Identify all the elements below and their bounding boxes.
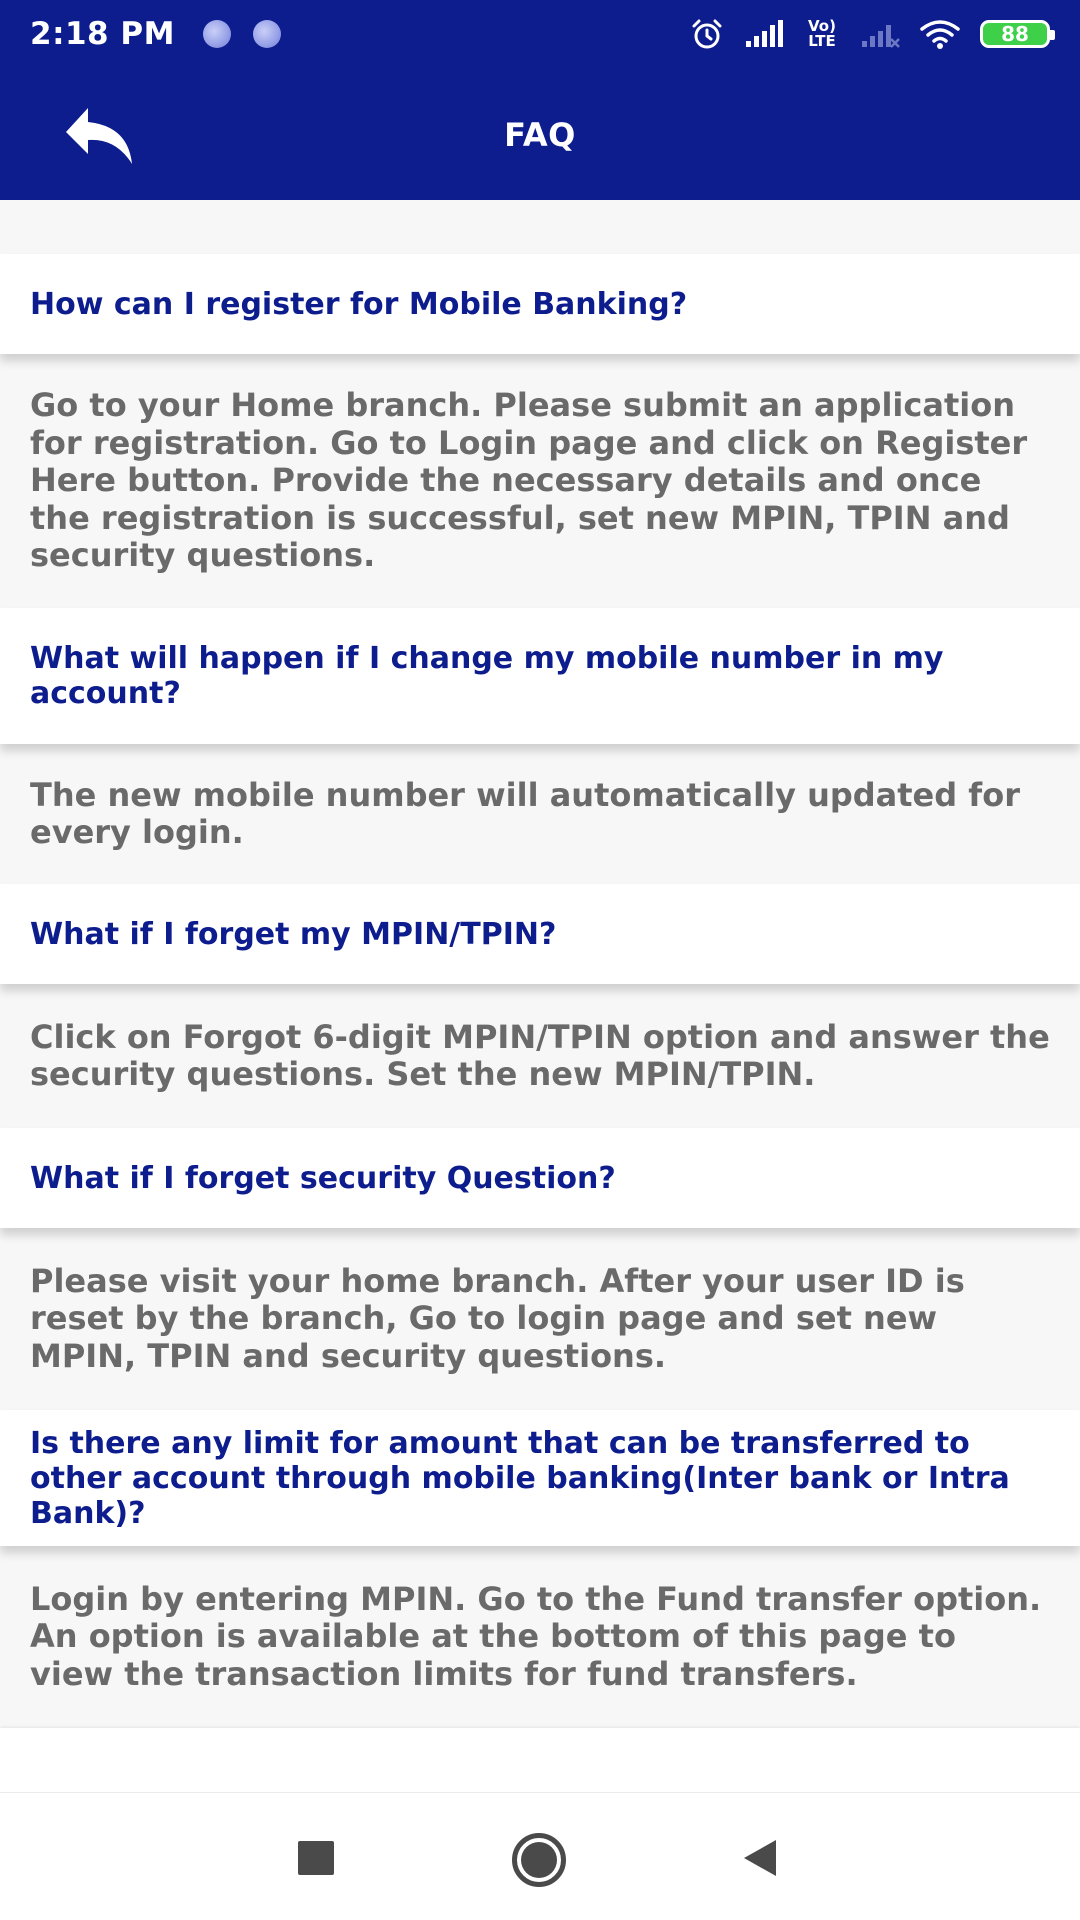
battery-level: 88 xyxy=(1001,22,1029,46)
notification-dot-icon xyxy=(253,20,281,48)
app-bar xyxy=(0,68,1080,200)
navigation-bar xyxy=(0,1792,1080,1920)
faq-question[interactable]: What if I forget my MPIN/TPIN? xyxy=(0,884,1080,984)
signal-icon xyxy=(744,19,784,49)
faq-answer: Please visit your home branch. After your user ID is reset by the branch, Go to login page and set new MPIN, TPIN and security questions. xyxy=(30,1261,965,1375)
signal-weak-icon xyxy=(860,19,900,49)
faq-question[interactable]: How can I register for Mobile Banking? xyxy=(0,254,1080,354)
page-title: FAQ xyxy=(504,116,576,154)
home-icon[interactable] xyxy=(512,1833,566,1887)
list-top-spacer xyxy=(0,200,1080,254)
alarm-icon xyxy=(690,17,724,51)
battery-icon xyxy=(980,20,1050,48)
faq-answer: Go to your Home branch. Please submit an application for registration. Go to Login page and click on Register Here button. Provide the necessary details and once the registration is successful, set new MPIN, TPIN and security questions. xyxy=(30,386,1028,575)
status-time: 2:18 PM xyxy=(30,16,175,52)
faq-question[interactable]: What if I forget security Question? xyxy=(0,1128,1080,1228)
faq-answer: Login by entering MPIN. Go to the Fund transfer option. An option is available at the bottom of this page to view the transaction limits for fund transfers. xyxy=(30,1579,1042,1693)
faq-question[interactable]: Is there any limit for amount that can be transferred to other account through mobile banking(Inter bank or Intra Bank)? xyxy=(0,1410,1080,1546)
lte-icon: Vo) LTE xyxy=(808,17,836,50)
status-bar xyxy=(0,0,1080,68)
back-icon[interactable] xyxy=(740,1838,780,1878)
faq-answer: The new mobile number will automatically updated for every login. xyxy=(30,775,1020,851)
faq-list[interactable] xyxy=(0,200,1080,1792)
faq-question-partial[interactable] xyxy=(0,1728,1080,1792)
home-icon-inner xyxy=(521,1842,557,1878)
faq-answer: Click on Forgot 6-digit MPIN/TPIN option and answer the security questions. Set the new MPIN/TPIN. xyxy=(30,1017,1050,1093)
status-icons xyxy=(690,17,1050,51)
notification-dot-icon xyxy=(203,20,231,48)
wifi-icon xyxy=(920,19,960,49)
faq-question[interactable]: What will happen if I change my mobile number in my account? xyxy=(0,608,1080,744)
recent-apps-icon[interactable] xyxy=(298,1841,334,1875)
